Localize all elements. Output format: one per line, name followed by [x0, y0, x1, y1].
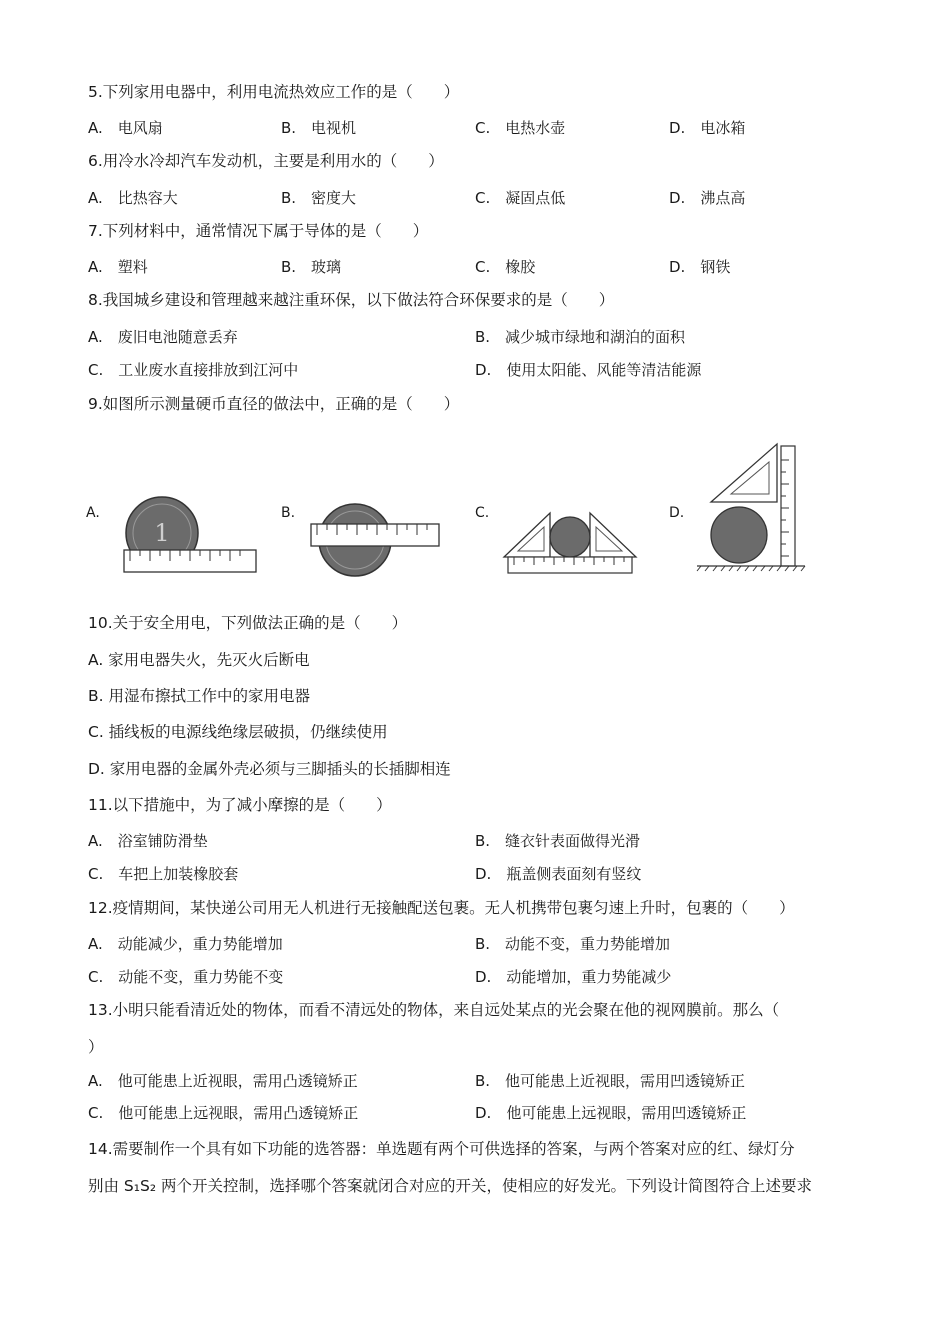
q6-stem: 6.用冷水冷却汽车发动机，主要是利用水的（ ）	[88, 152, 444, 170]
q7-option-a: A. 塑料	[88, 258, 148, 276]
q13-option-b: B. 他可能患上近视眼，需用凹透镜矫正	[475, 1072, 746, 1090]
q13-stem-line1: 13.小明只能看清近处的物体，而看不清远处的物体，来自远处某点的光会聚在他的视网膜前。那么（	[88, 1001, 780, 1019]
q12-option-d: D. 动能增加，重力势能减少	[475, 968, 672, 986]
q5-option-d: D. 电冰箱	[669, 119, 746, 137]
q12-option-c: C. 动能不变，重力势能不变	[88, 968, 284, 986]
q8-option-d: D. 使用太阳能、风能等清洁能源	[475, 361, 702, 379]
q6-option-a: A. 比热容大	[88, 189, 178, 207]
q14-stem-line2: 别由 S₁S₂ 两个开关控制，选择哪个答案就闭合对应的开关，使相应的好发光。下列设计简图符合上述要求	[88, 1177, 812, 1195]
q11-option-a: A. 浴室铺防滑垫	[88, 832, 208, 850]
q6-option-d: D. 沸点高	[669, 189, 746, 207]
q7-stem: 7.下列材料中，通常情况下属于导体的是（ ）	[88, 222, 429, 240]
q14-stem-line1: 14.需要制作一个具有如下功能的选答器：单选题有两个可供选择的答案，与两个答案对应的红、绿灯分	[88, 1140, 795, 1158]
q10-option-a: A. 家用电器失火，先灭火后断电	[88, 651, 310, 669]
q11-stem: 11.以下措施中，为了减小摩擦的是（ ）	[88, 796, 392, 814]
q12-stem: 12.疫情期间，某快递公司用无人机进行无接触配送包裹。无人机携带包裹匀速上升时，包裹的（ ）	[88, 899, 795, 917]
q9-stem: 9.如图所示测量硬币直径的做法中，正确的是（ ）	[88, 395, 460, 413]
q6-option-b: B. 密度大	[281, 189, 357, 207]
q5-option-c: C. 电热水壶	[475, 119, 566, 137]
q5-option-a: A. 电风扇	[88, 119, 163, 137]
q9-label-a: A.	[86, 505, 100, 521]
q8-option-c: C. 工业废水直接排放到江河中	[88, 361, 299, 379]
q11-option-c: C. 车把上加装橡胶套	[88, 865, 239, 883]
q13-option-d: D. 他可能患上远视眼，需用凹透镜矫正	[475, 1104, 747, 1122]
coin-figure-b	[305, 500, 445, 582]
q10-option-b: B. 用湿布擦拭工作中的家用电器	[88, 687, 310, 705]
q9-label-d: D.	[669, 505, 685, 521]
svg-text:1: 1	[154, 519, 170, 547]
q8-stem: 8.我国城乡建设和管理越来越注重环保，以下做法符合环保要求的是（ ）	[88, 291, 615, 309]
q12-option-a: A. 动能减少，重力势能增加	[88, 935, 283, 953]
q5-stem: 5.下列家用电器中，利用电流热效应工作的是（ ）	[88, 83, 460, 101]
q7-option-b: B. 玻璃	[281, 258, 342, 276]
q13-option-a: A. 他可能患上近视眼，需用凸透镜矫正	[88, 1072, 358, 1090]
q10-option-d: D. 家用电器的金属外壳必须与三脚插头的长插脚相连	[88, 760, 451, 778]
q11-option-d: D. 瓶盖侧表面刻有竖纹	[475, 865, 642, 883]
q11-option-b: B. 缝衣针表面做得光滑	[475, 832, 641, 850]
q8-option-b: B. 减少城市绿地和湖泊的面积	[475, 328, 686, 346]
q6-option-c: C. 凝固点低	[475, 189, 566, 207]
q10-option-c: C. 插线板的电源线绝缘层破损，仍继续使用	[88, 723, 388, 741]
q13-stem-line2: ）	[88, 1038, 104, 1056]
q9-label-c: C.	[475, 505, 490, 521]
q8-option-a: A. 废旧电池随意丢弃	[88, 328, 238, 346]
q12-option-b: B. 动能不变，重力势能增加	[475, 935, 671, 953]
coin-figure-a	[120, 495, 260, 577]
q10-stem: 10.关于安全用电，下列做法正确的是（ ）	[88, 614, 408, 632]
coin-figure-d	[695, 440, 807, 582]
q7-option-d: D. 钢铁	[669, 258, 731, 276]
coin-figure-c	[500, 505, 640, 580]
q5-option-b: B. 电视机	[281, 119, 357, 137]
q7-option-c: C. 橡胶	[475, 258, 536, 276]
q9-label-b: B.	[281, 505, 296, 521]
q13-option-c: C. 他可能患上远视眼，需用凸透镜矫正	[88, 1104, 359, 1122]
